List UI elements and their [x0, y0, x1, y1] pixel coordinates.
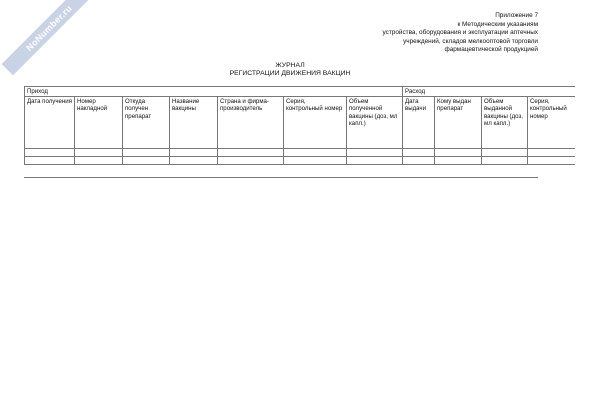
- appendix-line: учреждений, складов мелкооптовой торговли: [403, 37, 538, 45]
- table-cell: [403, 148, 435, 156]
- table-cell: [403, 156, 435, 164]
- journal-title: [140, 62, 440, 79]
- divider: [24, 177, 538, 178]
- table-cell: [218, 148, 284, 156]
- col-date-issued: Дата выдачи: [403, 96, 435, 148]
- table-cell: [528, 148, 575, 156]
- watermark-ribbon: NoNumber.ru: [2, 0, 97, 75]
- group-header-row: [25, 87, 575, 97]
- appendix-line: Приложение 7: [495, 12, 538, 19]
- col-series-received: Серия, контрольный номер: [284, 96, 347, 148]
- table-cell: [347, 156, 403, 164]
- table-cell: [482, 156, 528, 164]
- table-cell: [218, 156, 284, 164]
- appendix-line: к Методическим указаниям: [457, 20, 538, 28]
- appendix-note: [383, 12, 538, 55]
- table-cell: [284, 156, 347, 164]
- column-header-row: [25, 96, 575, 148]
- table-row: [25, 156, 575, 164]
- table-cell: [347, 148, 403, 156]
- table-cell: [435, 148, 482, 156]
- col-volume-issued: Объем выданной вакцины (доз, мл капл.): [482, 96, 528, 148]
- col-source: Откуда получен препарат: [123, 96, 170, 148]
- table-cell: [482, 148, 528, 156]
- group-expense: Расход: [403, 87, 575, 97]
- col-country-manufacturer: Страна и фирма-производитель: [218, 96, 284, 148]
- vaccine-journal-table: [24, 86, 575, 165]
- col-issued-to: Кому выдан препарат: [435, 96, 482, 148]
- col-date-received: Дата получения: [25, 96, 75, 148]
- journal-title-line2: РЕГИСТРАЦИИ ДВИЖЕНИЯ ВАКЦИН: [229, 70, 351, 78]
- col-invoice-number: Номер накладной: [75, 96, 123, 148]
- col-series-issued: Серия, контрольный номер: [528, 96, 575, 148]
- appendix-line: устройства, оборудования и эксплуатации аптечных: [382, 29, 538, 37]
- table-cell: [284, 148, 347, 156]
- table-cell: [435, 156, 482, 164]
- col-volume-received: Объем полученной вакцины (доз, мл капл.): [347, 96, 403, 148]
- table-cell: [75, 148, 123, 156]
- table-row: [25, 148, 575, 156]
- table-cell: [123, 148, 170, 156]
- journal-title-line1: ЖУРНАЛ: [275, 62, 305, 69]
- table-cell: [25, 148, 75, 156]
- col-vaccine-name: Название вакцины: [170, 96, 218, 148]
- table-cell: [75, 156, 123, 164]
- group-income: Приход: [25, 87, 403, 97]
- table-cell: [170, 148, 218, 156]
- appendix-line: фармацевтической продукцией: [444, 46, 538, 54]
- table-cell: [25, 156, 75, 164]
- table-cell: [528, 156, 575, 164]
- table-cell: [170, 156, 218, 164]
- table-cell: [123, 156, 170, 164]
